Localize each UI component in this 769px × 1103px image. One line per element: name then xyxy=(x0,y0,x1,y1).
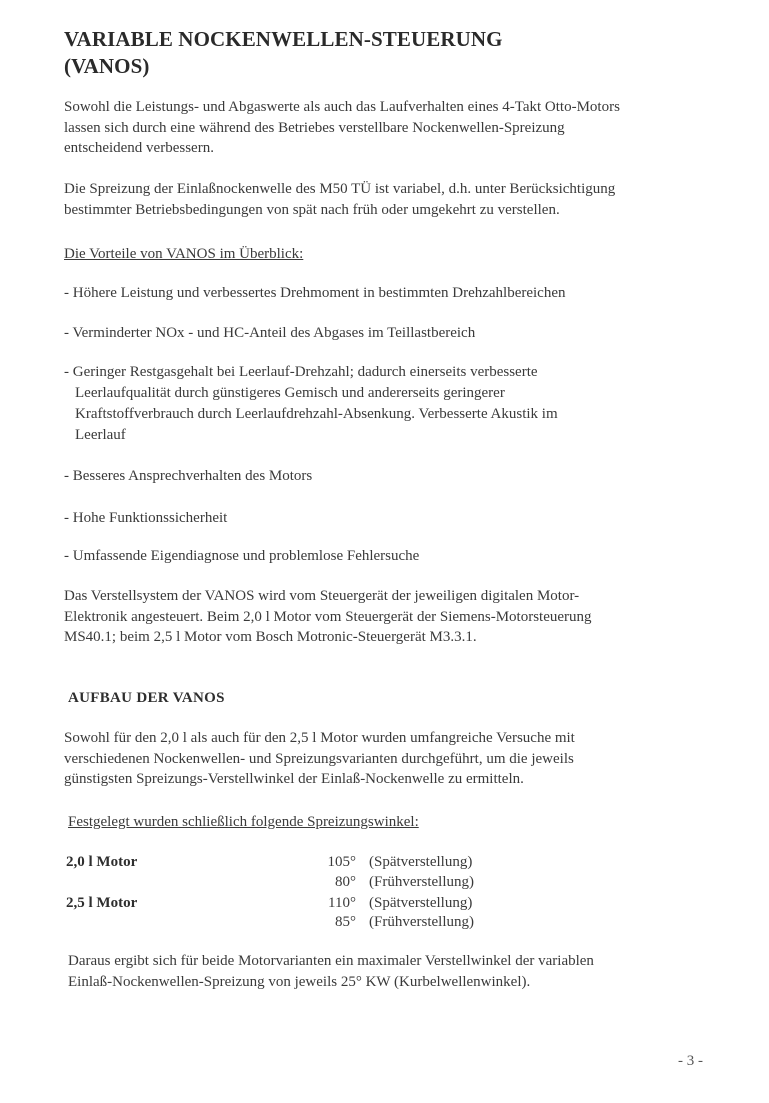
angle-description: (Spätverstellung) xyxy=(369,895,473,911)
angle-value: 110° xyxy=(328,895,356,911)
text-line: Die Spreizung der Einlaßnockenwelle des M50 TÜ ist variabel, d.h. unter Berücksichtigung xyxy=(64,181,616,197)
text-line: - Höhere Leistung und verbessertes Drehmoment in bestimmten Drehzahlbereichen xyxy=(64,285,566,301)
angles-heading: Festgelegt wurden schließlich folgende Spreizungswinkel: xyxy=(68,814,419,830)
title-line: VARIABLE NOCKENWELLEN-STEUERUNG xyxy=(64,27,503,51)
angle-value: 105° xyxy=(327,854,356,870)
text-line: - Hohe Funktionssicherheit xyxy=(64,510,228,526)
intro-paragraph xyxy=(64,97,714,159)
text-line: Sowohl für den 2,0 l als auch für den 2,5 l Motor wurden umfangreiche Versuche mit xyxy=(64,730,575,746)
text-line: Daraus ergibt sich für beide Motorvarianten ein maximaler Verstellwinkel der variablen xyxy=(68,953,594,969)
text-line: Kraftstoffverbrauch durch Leerlaufdrehzahl-Absenkung. Verbesserte Akustik im xyxy=(75,406,558,422)
page-number: - 3 - xyxy=(678,1053,703,1069)
angle-row xyxy=(0,893,769,914)
angle-row xyxy=(0,872,769,893)
angle-row xyxy=(0,912,769,933)
angle-value: 80° xyxy=(335,874,356,890)
text-line: günstigsten Spreizungs-Verstellwinkel der Einlaß-Nockenwelle zu ermitteln. xyxy=(64,771,524,787)
advantage-item xyxy=(64,466,312,487)
text-line: entscheidend verbessern. xyxy=(64,140,214,156)
text-line: Einlaß-Nockenwellen-Spreizung von jeweils 25° KW (Kurbelwellenwinkel). xyxy=(68,973,531,990)
angle-row xyxy=(0,852,769,873)
advantage-item xyxy=(64,546,419,567)
text-line: verschiedenen Nockenwellen- und Spreizungsvarianten durchgeführt, um die jeweils xyxy=(64,750,574,767)
motor-label: 2,0 l Motor xyxy=(66,854,138,870)
aufbau-paragraph xyxy=(64,728,714,790)
control-paragraph xyxy=(64,586,714,648)
text-line: Sowohl die Leistungs- und Abgaswerte als auch das Laufverhalten eines 4-Takt Otto-Motors xyxy=(64,99,620,115)
advantage-item xyxy=(64,283,566,304)
spreizung-paragraph xyxy=(64,179,714,220)
advantages-heading: Die Vorteile von VANOS im Überblick: xyxy=(64,246,304,262)
title-line: (VANOS) xyxy=(64,54,150,78)
angle-description: (Frühverstellung) xyxy=(369,914,474,930)
angle-description: (Frühverstellung) xyxy=(369,874,474,890)
text-line: - Verminderter NOx - und HC-Anteil des Abgases im Teillastbereich xyxy=(64,325,476,341)
text-line: Leerlauf xyxy=(75,427,126,443)
document-title xyxy=(64,26,503,80)
text-line: Leerlaufqualität durch günstigeres Gemisch und andererseits geringerer xyxy=(75,385,505,401)
text-line: bestimmter Betriebsbedingungen von spät nach früh oder umgekehrt zu verstellen. xyxy=(64,201,560,218)
text-line: - Umfassende Eigendiagnose und problemlose Fehlersuche xyxy=(64,548,420,564)
conclusion-paragraph xyxy=(68,951,718,992)
text-line: MS40.1; beim 2,5 l Motor vom Bosch Motronic-Steuergerät M3.3.1. xyxy=(64,629,477,645)
angle-description: (Spätverstellung) xyxy=(369,854,473,870)
text-line: lassen sich durch eine während des Betriebes verstellbare Nockenwellen-Spreizung xyxy=(64,119,565,136)
text-line: Das Verstellsystem der VANOS wird vom Steuergerät der jeweiligen digitalen Motor- xyxy=(64,588,580,604)
motor-label: 2,5 l Motor xyxy=(66,895,138,911)
text-line: - Besseres Ansprechverhalten des Motors xyxy=(64,468,313,484)
text-line: - Geringer Restgasgehalt bei Leerlauf-Drehzahl; dadurch einerseits verbesserte xyxy=(64,364,538,380)
advantage-item xyxy=(64,362,558,446)
advantage-item xyxy=(64,323,475,344)
angle-value: 85° xyxy=(335,914,356,930)
text-line: Elektronik angesteuert. Beim 2,0 l Motor vom Steuergerät der Siemens-Motorsteuerung xyxy=(64,608,592,625)
aufbau-heading: AUFBAU DER VANOS xyxy=(68,690,225,706)
advantage-item xyxy=(64,508,227,529)
